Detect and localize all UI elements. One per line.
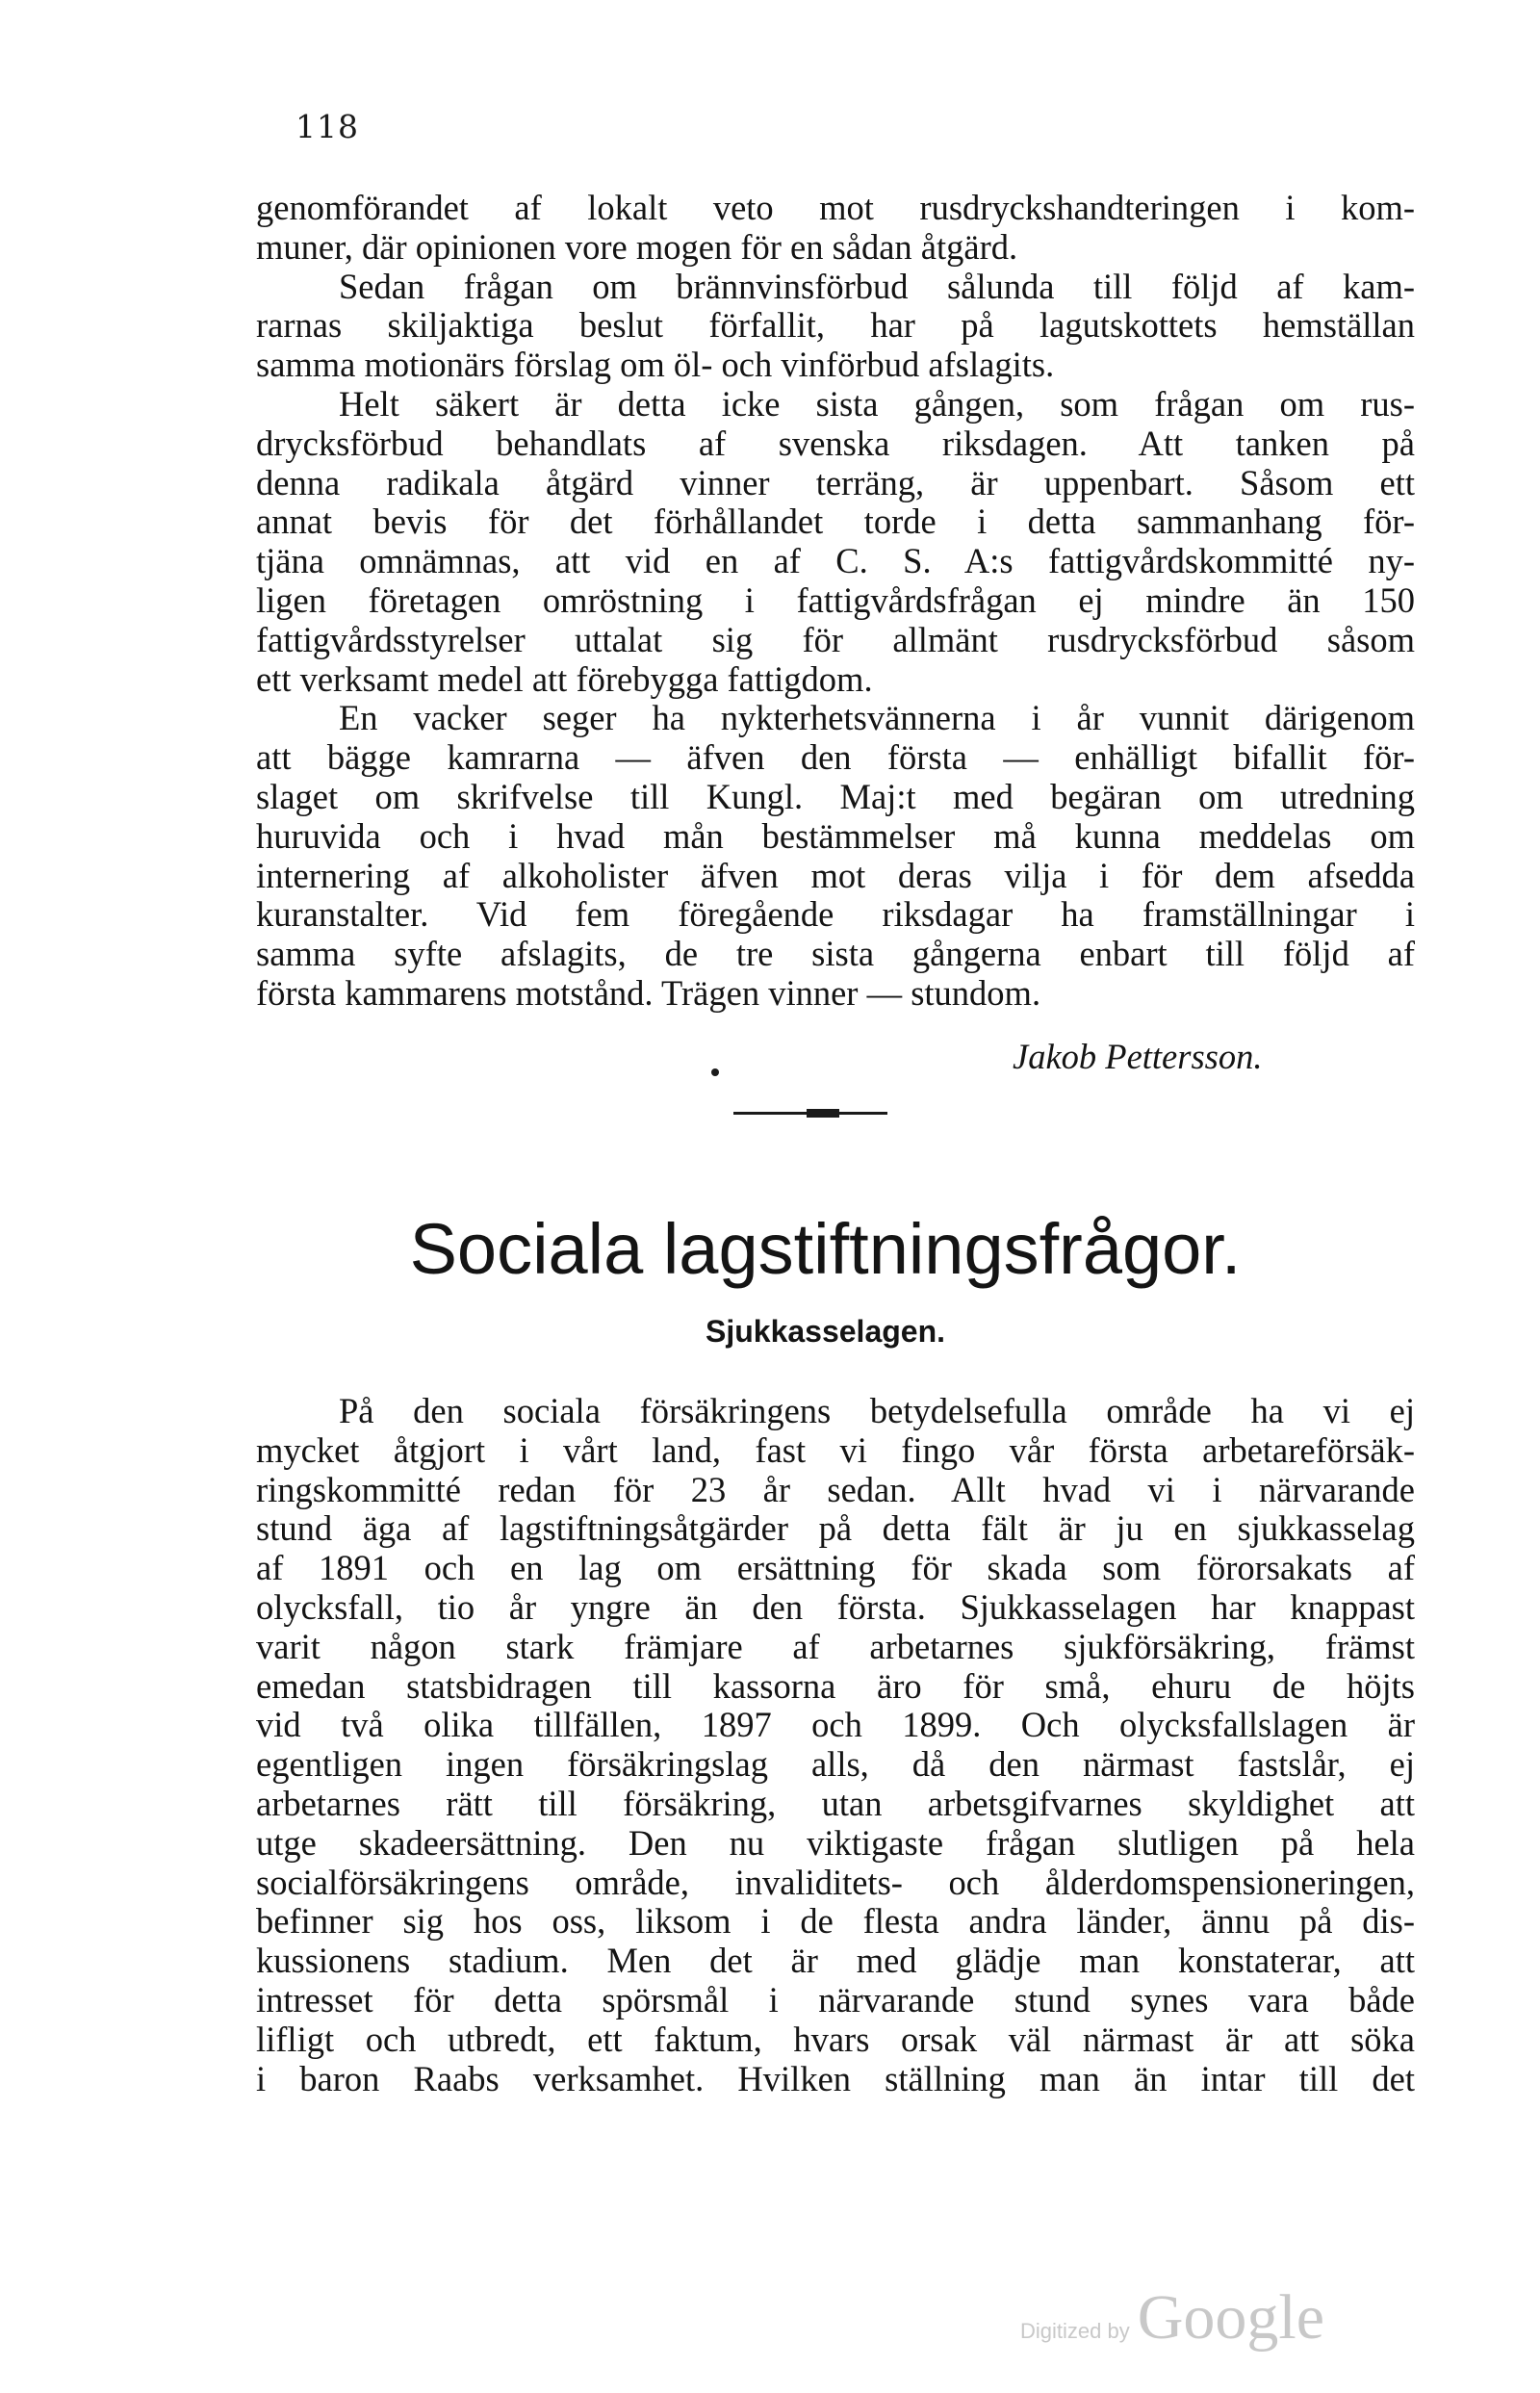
text-line: socialförsäkringens område, invaliditets- och ålderdomspensioneringen, <box>256 1863 1415 1902</box>
text-line: stund äga af lagstiftningsåtgärder på detta fält är ju en sjukkasselag <box>256 1509 1415 1549</box>
text-line: kussionens stadium. Men det är med glädje man konstaterar, att <box>256 1942 1415 1981</box>
section-divider-ornament <box>807 1109 839 1118</box>
text-line: ett verksamt medel att förebygga fattigdom. <box>256 659 873 699</box>
text-line: varit någon stark främjare af arbetarnes sjukförsäkring, främst <box>256 1627 1415 1666</box>
text-line: befinner sig hos oss, liksom i de flesta andra länder, ännu på dis- <box>256 1902 1415 1942</box>
text-line: vid två olika tillfällen, 1897 och 1899. Och olycksfallslagen är <box>256 1706 1415 1745</box>
page-number: 118 <box>295 108 359 145</box>
text-line: fattigvårdsstyrelser uttalat sig för allmänt rusdrycksförbud såsom <box>256 620 1415 659</box>
text-line: intresset för detta spörsmål i närvarande stund synes vara både <box>256 1980 1415 2020</box>
text-line: denna radikala åtgärd vinner terräng, är uppenbart. Såsom ett <box>256 463 1415 502</box>
text-line: arbetarnes rätt till försäkring, utan arbetsgifvarnes skyldighet att <box>256 1784 1415 1823</box>
text-line: rarnas skiljaktiga beslut förfallit, har på lagutskottets hemställan <box>256 306 1415 346</box>
google-logo: Google <box>1137 2282 1325 2353</box>
text-line: Helt säkert är detta icke sista gången, som frågan om rus- <box>339 384 1415 424</box>
text-line: ligen företagen omröstning i fattigvårdsfrågan ej mindre än 150 <box>256 580 1415 620</box>
section-title: Sociala lagstiftningsfrågor. <box>409 1209 1242 1289</box>
text-line: att bägge kamrarna — äfven den första — enhälligt bifallit för- <box>256 738 1415 778</box>
article-body-social-insurance <box>256 1392 1415 2098</box>
digitized-by-google-watermark <box>1020 2281 1324 2354</box>
text-line: emedan statsbidragen till kassorna äro för små, ehuru de höjts <box>256 1666 1415 1706</box>
text-line: mycket åtgjort i vårt land, fast vi fingo vår första arbetareförsäk- <box>256 1430 1415 1470</box>
text-line: samma motionärs förslag om öl- och vinförbud afslagits. <box>256 346 1055 385</box>
text-line: ringskommitté redan för 23 år sedan. Allt hvad vi i närvarande <box>256 1470 1415 1509</box>
text-line: genomförandet af lokalt veto mot rusdryckshandteringen i kom- <box>256 189 1415 227</box>
text-line: samma syfte afslagits, de tre sista gångerna enbart till följd af <box>256 935 1415 974</box>
text-line: i baron Raabs verksamhet. Hvilken ställning man än intar till det <box>256 2059 1415 2098</box>
text-line: slaget om skrifvelse till Kungl. Maj:t med begäran om utredning <box>256 777 1415 816</box>
article-body-temperance <box>256 189 1415 1014</box>
text-line: muner, där opinionen vore mogen för en sådan åtgärd. <box>256 227 1018 267</box>
text-line: utge skadeersättning. Den nu viktigaste frågan slutligen på hela <box>256 1823 1415 1863</box>
text-line: tjäna omnämnas, att vid en af C. S. A:s fattigvårdskommitté ny- <box>256 542 1415 581</box>
text-line: annat bevis för det förhållandet torde i detta sammanhang för- <box>256 502 1415 542</box>
text-line: internering af alkoholister äfven mot deras vilja i för dem afsedda <box>256 856 1415 895</box>
text-line: kuranstalter. Vid fem föregående riksdagar ha framställningar i <box>256 895 1415 935</box>
text-line: På den sociala försäkringens betydelsefulla område ha vi ej <box>339 1392 1415 1430</box>
text-line: af 1891 och en lag om ersättning för skada som förorsakats af <box>256 1549 1415 1588</box>
author-signature: Jakob Pettersson. <box>1013 1037 1263 1076</box>
watermark-prefix: Digitized by <box>1020 2319 1130 2343</box>
text-line: olycksfall, tio år yngre än den första. Sjukkasselagen har knappast <box>256 1587 1415 1627</box>
text-line: En vacker seger ha nykterhetsvännerna i år vunnit därigenom <box>339 699 1415 738</box>
text-line: Sedan frågan om brännvinsförbud sålunda till följd af kam- <box>339 267 1415 306</box>
text-line: egentligen ingen försäkringslag alls, då den närmast fastslår, ej <box>256 1745 1415 1785</box>
print-speck <box>711 1068 719 1076</box>
text-line: huruvida och i hvad mån bestämmelser må kunna meddelas om <box>256 816 1415 856</box>
text-line: drycksförbud behandlats af svenska riksdagen. Att tanken på <box>256 424 1415 463</box>
text-line: lifligt och utbredt, ett faktum, hvars orsak väl närmast är att söka <box>256 2020 1415 2059</box>
subsection-title: Sjukkasselagen. <box>705 1314 946 1349</box>
text-line: första kammarens motstånd. Trägen vinner — stundom. <box>256 973 1041 1013</box>
